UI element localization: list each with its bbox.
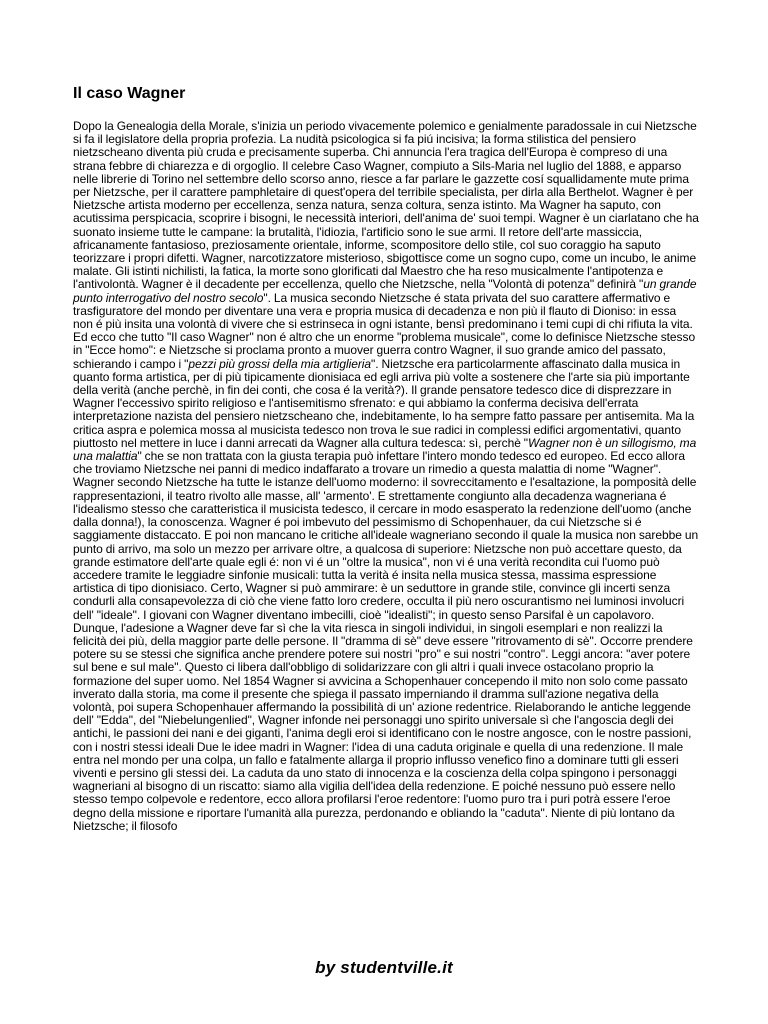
text-run: ". La musica secondo Nietzsche é stata privata del suo carattere affermativo e trasfiguratore del mondo per diventare una vera e propria musica di decadenza e non più il flauto di Dioniso: in essa non é più insita una volontà di vivere che si estrinseca in ogni istante, bensì predominano i temi cupi di chi rifiuta la vita. Ed ecco che tutto "Il caso Wagner" non é altro che un enorme "problema musicale", come lo definisce Nietzsche stesso in "Ecce homo": e Nietzsche si proclama pronto a muover guerra contro Wagner, il suo grande amico del passato, schierando i campo i " <box>73 290 696 371</box>
footer-credit: by studentville.it <box>315 958 453 977</box>
document-page <box>73 84 699 833</box>
body-paragraph <box>73 120 699 833</box>
italic-quote: Wagner non è un sillogismo, ma una malattia <box>73 435 697 464</box>
text-run: Dopo la Genealogia della Morale, s'inizia un periodo vivacemente polemico e genialmente paradossale in cui Nietzsche si fa il legislatore della propria profezia. La nudità psicologica si fa piú incisiva; la forma stilistica del pensiero nietzscheano diventa più cruda e precisamente superba. Chi annuncia l'era tragica dell'Europa è compreso di una strana febbre di chiarezza e di orgoglio. Il celebre Caso Wagner, compiuto a Sils-Maria nel luglio del 1888, e apparso nelle librerie di Torino nel settembre dello scorso anno, riesce a far parlare le gazzette cosí squallidamente mute prima per Nietzsche, per il carattere pamphletaire di quest'opera del terribile specialista, per dirla alla Berthelot. Wagner è per Nietzsche artista moderno per eccellenza, senza natura, senza coltura, senza istinto. Ma Wagner ha saputo, con acutissima perspicacia, scoprire i bisogni, le necessità interiori, dell'anima de' suoi tempi. Wagner è un ciarlatano che ha suonato insieme tutte le campane: la brutalità, l'idiozia, l'artificio sono le sue armi. Il retore dell'arte massiccia, africanamente fantasioso, preziosamente orientale, informe, scompositore dello stile, col suo coraggio ha saputo teorizzare i propri difetti. Wagner, narcotizzatore misterioso, sbigottisce come un sogno cupo, come un incubo, le anime malate. Gli istinti nichilisti, la fatica, la morte sono glorificati dal Maestro che ha reso musicalmente l'antipotenza e l'antivolontà. Wagner è il decadente per eccellenza, quello che Nietzsche, nella "Volontà di potenza" definirà " <box>73 119 699 292</box>
page-title: Il caso Wagner <box>73 85 186 102</box>
italic-quote: pezzi più grossi della mia artiglieria <box>188 356 372 371</box>
italic-quote: un grande punto interrogativo del nostro secolo <box>73 277 697 305</box>
text-run: " che se non trattata con la giusta terapia può infettare l'intero mondo tedesco ed europeo. Ed ecco allora che troviamo Nietzsche nei panni di medico indaffarato a trovare un rimedio a questa malattia di nome "Wagner". Wagner secondo Nietzsche ha tutte le istanze dell'uomo moderno: il sovreccitamento e l'esaltazione, la pomposità delle rappresentazioni, il teatro rivolto alle masse, all' 'armento'. E strettamente congiunto alla decadenza wagneriana é l'idealismo stesso che caratteristica il musicista tedesco, il cercare in modo esasperato la redenzione dell'uomo (anche dalla donna!), la conoscenza. Wagner é poi imbevuto del pessimismo di Schopenhauer, da cui Nietzsche si é saggiamente distaccato. E poi non mancano le critiche all'ideale wagneriano secondo il quale la musica non sarebbe un punto di arrivo, ma solo un mezzo per arrivare oltre, a qualcosa di superiore: Nietzsche non può accettare questo, da grande estimatore dell'arte quale egli é: non vi é un "oltre la musica", non vi é una verità recondita cui l'uomo può accedere tramite le leggiadre sinfonie musicali: tutta la verità é insita nella musica stessa, massima espressione artistica di tipo dionisiaco. Certo, Wagner si può ammirare: è un seduttore in grande stile, convince gli incerti senza condurli alla consapevolezza di ciò che viene fatto loro credere, occulta il più nero oscurantismo nei luminosi involucri dell' "ideale". I giovani con Wagner diventano imbecilli, cioè "idealisti"; in questo senso Parsifal è un capolavoro. Dunque, l'adesione a Wagner deve far sì che la vita riesca in singoli individui, in singoli esemplari e non realizzi la felicità dei più, della maggior parte delle persone. Il "dramma di sè" deve essere "ritrovamento di sè". Occorre prendere potere su se stessi che significa anche prendere potere sui nostri "pro" e sui nostri "contro". Leggi ancora: "aver potere sul bene e sul male". Questo ci libera dall'obbligo di solidarizzare con gli altri i quali invece ostacolano proprio la formazione del super uomo. Nel 1854 Wagner si avvicina a Schopenhauer concependo il mito non solo come passato inverato dalla storia, ma come il presente che spiega il passato imperniando il dramma sull'azione negativa della volontà, poi supera Schopenhauer affermando la possibilità di un' azione redentrice. Rielaborando le antiche leggende dell' "Edda", del "Niebelungenlied", Wagner infonde nei personaggi uno spirito universale sì che l'angoscia degli dei antichi, le passioni dei nani e dei giganti, l'anima degli eroi si identificano con le nostre angosce, con le nostre passioni, con i nostri stessi ideali Due le idee madri in Wagner: l'idea di una caduta originale e quella di una redenzione. Il male entra nel mondo per una colpa, un fallo e fatalmente allarga il proprio influsso venefico fino a dominare tutti gli esseri viventi e persino gli stessi dei. La caduta da uno stato di innocenza e la coscienza della colpa spingono i personaggi wagneriani al bisogno di un riscatto: siamo alla vigilia dell'idea della redenzione. E poiché nessuno può essere nello stesso tempo colpevole e redentore, ecco allora profilarsi l'eroe redentore: l'uomo puro tra i puri potrà essere l'eroe degno della missione e riportare l'umanità alla purezza, perdonando e obliando la "caduta". Niente di più lontano da Nietzsche; il filosofo <box>73 449 699 833</box>
text-run: ". Nietzsche era particolarmente affascinato dalla musica in quanto forma artistica, per di più tipicamente dionisiaca ed egli arriva più volte a sostenere che l'arte sia più importante della verità (anche perchè, in fin dei conti, che cosa é la verità?). Il grande pensatore tedesco dice di disprezzare in Wagner l'eccessivo spirito religioso e l'antisemitismo sfrenato: e qui abbiamo la conferma decisiva dell'errata interpretazione nazista del pensiero nietzscheano che, indebitamente, lo ha sempre fatto passare per antisemita. Ma la critica aspra e polemica mossa al musicista tedesco non trova le sue radici in complessi edifici argomentativi, quanto piuttosto nel mettere in luce i danni arrecati da Wagner alla cultura tedesca: sì, perchè " <box>73 356 695 450</box>
